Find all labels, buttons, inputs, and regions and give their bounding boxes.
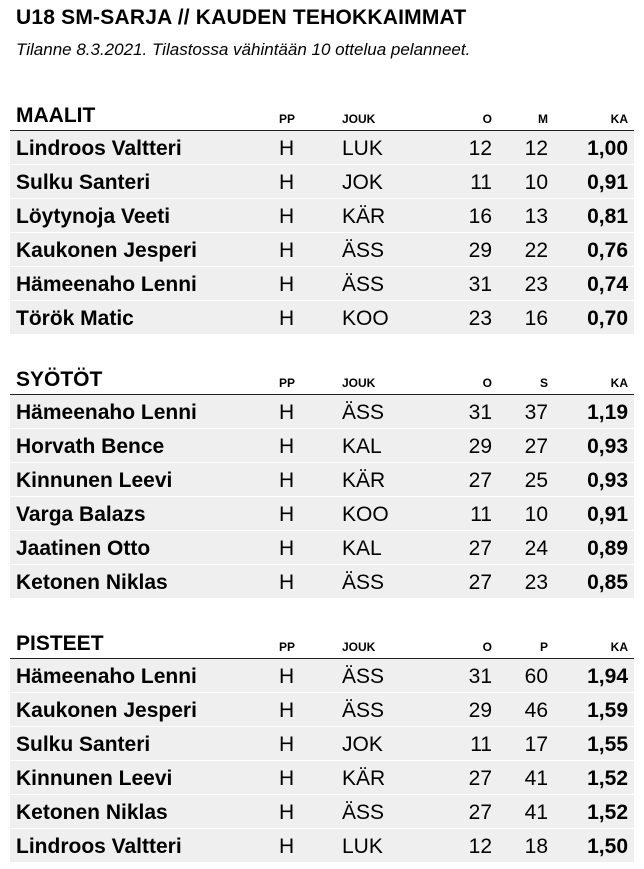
column-header-o: O (482, 640, 492, 654)
section-title: SYÖTÖT (16, 368, 103, 391)
cell-o: 11 (470, 171, 492, 194)
cell-ka: 0,81 (587, 205, 628, 228)
cell-name: Török Matic (16, 307, 134, 330)
cell-name: Horvath Bence (16, 435, 165, 458)
table-row (10, 428, 634, 462)
cell-x: 41 (524, 801, 548, 824)
column-header-o: O (482, 112, 492, 126)
cell-x: 23 (524, 273, 548, 296)
cell-o: 12 (468, 137, 492, 160)
column-header-x: M (538, 112, 548, 126)
cell-o: 29 (468, 699, 492, 722)
cell-x: 46 (524, 699, 548, 722)
cell-pp: H (279, 665, 295, 688)
cell-team: KOO (342, 503, 389, 526)
table-row (10, 692, 634, 726)
cell-team: KÄR (342, 767, 386, 790)
section-title: MAALIT (16, 104, 96, 127)
cell-ka: 0,74 (587, 273, 628, 296)
cell-pp: H (279, 835, 295, 858)
table-row (10, 530, 634, 564)
cell-o: 29 (468, 435, 492, 458)
cell-team: JOK (342, 171, 383, 194)
table-body (10, 131, 634, 334)
cell-ka: 0,70 (587, 307, 628, 330)
cell-team: KÄR (342, 469, 386, 492)
table-row (10, 300, 634, 334)
cell-o: 31 (468, 665, 492, 688)
cell-o: 31 (468, 273, 492, 296)
cell-team: ÄSS (342, 801, 385, 824)
cell-x: 23 (524, 571, 548, 594)
table-row (10, 564, 634, 598)
table-row (10, 760, 634, 794)
cell-x: 10 (524, 171, 548, 194)
cell-pp: H (279, 273, 295, 296)
cell-o: 31 (468, 401, 492, 424)
cell-x: 10 (524, 503, 548, 526)
cell-name: Lindroos Valtteri (16, 137, 182, 160)
cell-o: 16 (468, 205, 492, 228)
cell-o: 29 (468, 239, 492, 262)
table-body (10, 659, 634, 862)
column-header-team: JOUK (342, 112, 376, 126)
cell-team: KAL (342, 537, 382, 560)
cell-ka: 1,94 (587, 665, 628, 688)
cell-o: 27 (468, 537, 492, 560)
cell-team: KÄR (342, 205, 386, 228)
cell-o: 23 (468, 307, 492, 330)
cell-team: LUK (342, 835, 383, 858)
column-header-team: JOUK (342, 640, 376, 654)
cell-team: KOO (342, 307, 389, 330)
section-header (10, 100, 634, 131)
cell-name: Sulku Santeri (16, 733, 151, 756)
cell-name: Jaatinen Otto (16, 537, 151, 560)
cell-pp: H (279, 537, 295, 560)
cell-name: Varga Balazs (16, 503, 146, 526)
section-header (10, 628, 634, 659)
stats-section (10, 628, 634, 862)
section-title: PISTEET (16, 632, 104, 655)
cell-name: Sulku Santeri (16, 171, 151, 194)
cell-ka: 0,76 (587, 239, 628, 262)
column-header-pp: PP (279, 376, 296, 390)
cell-pp: H (279, 699, 295, 722)
section-header (10, 364, 634, 395)
table-row (10, 131, 634, 164)
table-row (10, 164, 634, 198)
cell-ka: 1,52 (587, 801, 628, 824)
cell-name: Kaukonen Jesperi (16, 699, 197, 722)
cell-team: ÄSS (342, 273, 385, 296)
cell-ka: 1,00 (587, 137, 628, 160)
cell-x: 24 (524, 537, 548, 560)
cell-o: 27 (468, 767, 492, 790)
cell-pp: H (279, 767, 295, 790)
cell-x: 18 (524, 835, 548, 858)
page-subtitle: Tilanne 8.3.2021. Tilastossa vähintään 10 ottelua pelanneet. (16, 40, 471, 59)
cell-name: Hämeenaho Lenni (16, 273, 197, 296)
cell-team: ÄSS (342, 665, 385, 688)
cell-pp: H (279, 801, 295, 824)
cell-x: 22 (524, 239, 548, 262)
table-row (10, 828, 634, 862)
stats-section (10, 100, 634, 334)
cell-team: LUK (342, 137, 383, 160)
cell-name: Hämeenaho Lenni (16, 665, 197, 688)
cell-x: 60 (524, 665, 548, 688)
cell-name: Kinnunen Leevi (16, 469, 173, 492)
cell-team: ÄSS (342, 571, 385, 594)
cell-ka: 0,89 (587, 537, 628, 560)
column-header-ka: KA (610, 112, 628, 126)
table-row (10, 232, 634, 266)
cell-pp: H (279, 171, 295, 194)
cell-pp: H (279, 503, 295, 526)
table-row (10, 659, 634, 692)
cell-o: 27 (468, 571, 492, 594)
cell-ka: 1,52 (587, 767, 628, 790)
cell-pp: H (279, 401, 295, 424)
table-row (10, 726, 634, 760)
cell-name: Kinnunen Leevi (16, 767, 173, 790)
column-header-x: P (539, 640, 548, 654)
cell-team: KAL (342, 435, 382, 458)
table-row (10, 496, 634, 530)
cell-x: 27 (524, 435, 548, 458)
column-header-ka: KA (610, 376, 628, 390)
column-header-pp: PP (279, 640, 296, 654)
page-title: U18 SM-SARJA // KAUDEN TEHOKKAIMMAT (16, 6, 467, 29)
cell-pp: H (279, 205, 295, 228)
cell-ka: 1,59 (587, 699, 628, 722)
stats-section (10, 364, 634, 598)
cell-o: 12 (468, 835, 492, 858)
cell-name: Lindroos Valtteri (16, 835, 182, 858)
table-row (10, 266, 634, 300)
column-header-o: O (482, 376, 492, 390)
cell-ka: 1,50 (587, 835, 628, 858)
table-body (10, 395, 634, 598)
cell-ka: 0,93 (587, 435, 628, 458)
cell-o: 11 (470, 733, 492, 756)
cell-o: 11 (470, 503, 492, 526)
table-row (10, 794, 634, 828)
cell-x: 25 (524, 469, 548, 492)
cell-x: 16 (524, 307, 548, 330)
cell-name: Ketonen Niklas (16, 801, 168, 824)
column-header-ka: KA (610, 640, 628, 654)
column-header-pp: PP (279, 112, 296, 126)
cell-ka: 0,85 (587, 571, 628, 594)
table-row (10, 395, 634, 428)
cell-x: 13 (524, 205, 548, 228)
cell-team: ÄSS (342, 239, 385, 262)
cell-ka: 0,91 (587, 503, 628, 526)
cell-name: Hämeenaho Lenni (16, 401, 197, 424)
cell-pp: H (279, 307, 295, 330)
cell-ka: 1,19 (587, 401, 628, 424)
cell-team: JOK (342, 733, 383, 756)
cell-ka: 0,93 (587, 469, 628, 492)
cell-pp: H (279, 571, 295, 594)
cell-team: ÄSS (342, 699, 385, 722)
column-header-team: JOUK (342, 376, 376, 390)
cell-x: 37 (524, 401, 548, 424)
cell-pp: H (279, 469, 295, 492)
cell-ka: 1,55 (587, 733, 628, 756)
cell-pp: H (279, 733, 295, 756)
cell-ka: 0,91 (587, 171, 628, 194)
cell-o: 27 (468, 801, 492, 824)
cell-pp: H (279, 435, 295, 458)
cell-o: 27 (468, 469, 492, 492)
cell-x: 41 (524, 767, 548, 790)
cell-team: ÄSS (342, 401, 385, 424)
cell-name: Kaukonen Jesperi (16, 239, 197, 262)
cell-pp: H (279, 137, 295, 160)
cell-x: 12 (524, 137, 548, 160)
table-row (10, 462, 634, 496)
table-row (10, 198, 634, 232)
cell-pp: H (279, 239, 295, 262)
cell-x: 17 (524, 733, 548, 756)
cell-name: Ketonen Niklas (16, 571, 168, 594)
column-header-x: S (539, 376, 548, 390)
cell-name: Löytynoja Veeti (16, 205, 171, 228)
